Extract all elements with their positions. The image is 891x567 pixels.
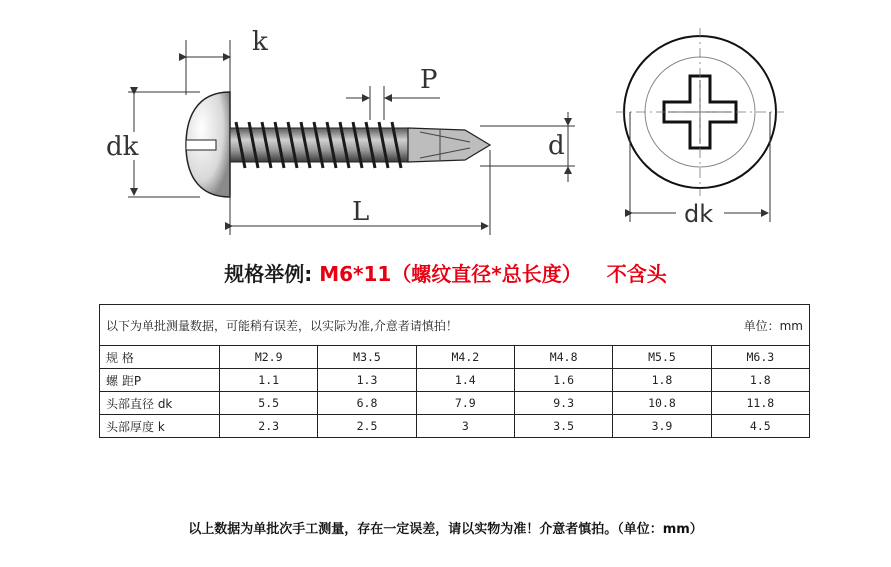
table-row: [100, 369, 810, 392]
table-cell: 1.8: [711, 369, 809, 392]
table-note-row: [100, 305, 810, 346]
table-cell: 5.5: [220, 392, 318, 415]
table-cell: M5.5: [613, 346, 711, 369]
table-cell: 10.8: [613, 392, 711, 415]
table-cell: 7.9: [416, 392, 514, 415]
row-label: 螺 距P: [100, 369, 220, 392]
p-label: P: [420, 65, 438, 95]
table-cell: 11.8: [711, 392, 809, 415]
table-cell: 1.1: [220, 369, 318, 392]
table-cell: 4.5: [711, 415, 809, 438]
table-cell: M4.2: [416, 346, 514, 369]
row-label: 头部厚度 k: [100, 415, 220, 438]
table-unit: 单位：mm: [743, 318, 803, 333]
spec-example-note: 不含头: [606, 262, 667, 286]
table-cell: M6.3: [711, 346, 809, 369]
measurement-table-wrap: [99, 304, 810, 438]
screw-head-front: [616, 28, 784, 196]
spec-example-value: M6*11（螺纹直径*总长度）: [319, 262, 582, 286]
footer-note: 以上数据为单批次手工测量，存在一定误差，请以实物为准！介意者慎拍。（单位：mm）: [188, 522, 703, 537]
measurement-table: [99, 304, 810, 438]
d-label: d: [548, 131, 565, 161]
screw-technical-drawing: [0, 0, 891, 250]
table-cell: 1.6: [514, 369, 612, 392]
table-row: [100, 392, 810, 415]
table-cell: 2.3: [220, 415, 318, 438]
dk-front-label: dk: [684, 200, 714, 228]
k-label: k: [252, 27, 268, 57]
table-note-cell: [100, 305, 810, 346]
p-dimension: [346, 65, 440, 120]
table-row: [100, 346, 810, 369]
table-cell: 3.5: [514, 415, 612, 438]
k-dimension: [186, 27, 268, 95]
table-cell: 3: [416, 415, 514, 438]
table-cell: 9.3: [514, 392, 612, 415]
row-label: 头部直径 dk: [100, 392, 220, 415]
row-label: 规 格: [100, 346, 220, 369]
dk-side-label: dk: [106, 132, 139, 162]
spec-example-label: 规格举例:: [224, 262, 313, 286]
table-cell: 6.8: [318, 392, 416, 415]
table-cell: 1.8: [613, 369, 711, 392]
table-note: 以下为单批测量数据，可能稍有误差，以实际为准,介意者请慎拍！: [106, 318, 458, 333]
d-dimension: [480, 112, 575, 182]
table-cell: 2.5: [318, 415, 416, 438]
table-cell: 1.3: [318, 369, 416, 392]
l-label: L: [352, 197, 370, 227]
table-row: [100, 415, 810, 438]
screw-head-side: [186, 92, 230, 197]
table-cell: M4.8: [514, 346, 612, 369]
table-cell: 3.9: [613, 415, 711, 438]
table-cell: M3.5: [318, 346, 416, 369]
spec-example: [0, 258, 891, 287]
screw-shaft: [230, 122, 490, 168]
table-cell: M2.9: [220, 346, 318, 369]
table-cell: 1.4: [416, 369, 514, 392]
